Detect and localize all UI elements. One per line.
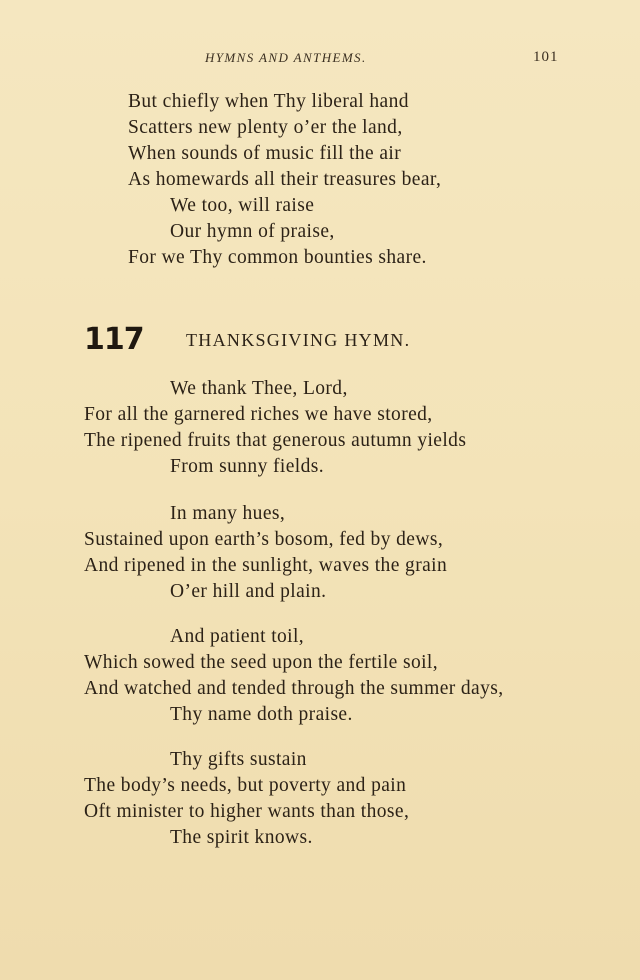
verse-line: Which sowed the seed upon the fertile soil, (84, 652, 439, 673)
verse-line: Sustained upon earth’s bosom, fed by dews, (84, 529, 444, 550)
verse-line: O’er hill and plain. (170, 581, 327, 602)
verse-line: And watched and tended through the summer days, (84, 678, 504, 699)
verse-line: Thy gifts sustain (170, 749, 307, 770)
verse-line: The ripened fruits that generous autumn yields (84, 430, 467, 451)
verse-line: The body’s needs, but poverty and pain (84, 775, 407, 796)
hymn-title: THANKSGIVING HYMN. (186, 330, 411, 350)
verse-line: In many hues, (170, 503, 286, 524)
verse-line: And ripened in the sunlight, waves the grain (84, 555, 448, 576)
running-head: HYMNS AND ANTHEMS. (205, 50, 367, 65)
verse-line: The spirit knows. (170, 827, 313, 848)
verse-line: Oft minister to higher wants than those, (84, 801, 410, 822)
verse-line: Scatters new plenty o’er the land, (128, 117, 403, 138)
verse-line: When sounds of music fill the air (128, 143, 402, 164)
verse-line: As homewards all their treasures bear, (128, 169, 442, 190)
verse-line: From sunny fields. (170, 456, 324, 477)
verse-line: Our hymn of praise, (170, 221, 335, 242)
page-number: 101 (533, 49, 559, 65)
verse-line: We thank Thee, Lord, (170, 378, 348, 399)
verse-line: For we Thy common bounties share. (128, 247, 427, 268)
hymn-number: 117 (84, 322, 144, 357)
verse-line: And patient toil, (170, 626, 305, 647)
verse-line: For all the garnered riches we have stored, (84, 404, 433, 425)
verse-line: Thy name doth praise. (170, 704, 353, 725)
verse-line: But chiefly when Thy liberal hand (128, 91, 409, 112)
verse-line: We too, will raise (170, 195, 315, 216)
